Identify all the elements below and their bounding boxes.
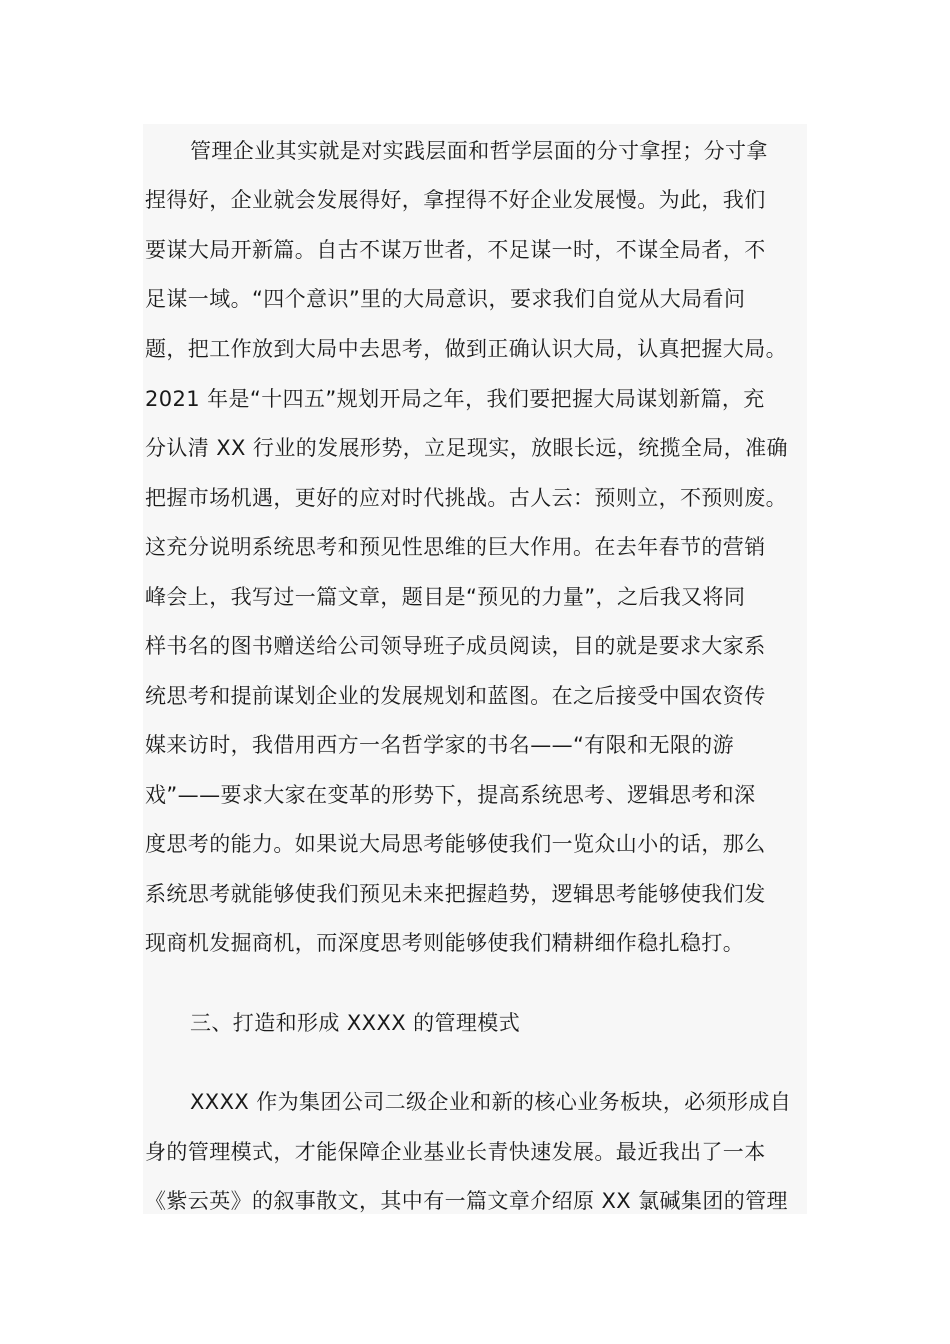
text-line: 度思考的能力。如果说大局思考能够使我们一览众山小的话，那么 xyxy=(145,832,766,856)
text-line: 系统思考就能够使我们预见未来把握趋势，逻辑思考能够使我们发 xyxy=(145,882,766,906)
text-line: 样书名的图书赠送给公司领导班子成员阅读，目的就是要求大家系 xyxy=(145,634,766,658)
text-line: 题，把工作放到大局中去思考，做到正确认识大局，认真把握大局。 xyxy=(145,337,787,361)
text-line: 戏”——要求大家在变革的形势下，提高系统思考、逻辑思考和深 xyxy=(145,783,756,807)
text-line: 足谋一域。“四个意识”里的大局意识，要求我们自觉从大局看问 xyxy=(145,287,746,311)
text-line: 现商机发掘商机，而深度思考则能够使我们精耕细作稳扎稳打。 xyxy=(145,931,745,955)
text-line: 管理企业其实就是对实践层面和哲学层面的分寸拿捏；分寸拿 xyxy=(190,139,768,163)
text-line: 捏得好，企业就会发展得好，拿捏得不好企业发展慢。为此，我们 xyxy=(145,188,766,212)
text-line: 峰会上，我写过一篇文章，题目是“预见的力量”，之后我又将同 xyxy=(145,585,746,609)
text-line: XXXX 作为集团公司二级企业和新的核心业务板块，必须形成自 xyxy=(190,1090,792,1114)
text-line: 身的管理模式，才能保障企业基业长青快速发展。最近我出了一本 xyxy=(145,1140,766,1164)
text-line: 分认清 XX 行业的发展形势，立足现实，放眼长远，统揽全局，准确 xyxy=(145,436,788,460)
text-line: 这充分说明系统思考和预见性思维的巨大作用。在去年春节的营销 xyxy=(145,535,766,559)
text-line: 要谋大局开新篇。自古不谋万世者，不足谋一时，不谋全局者，不 xyxy=(145,238,766,262)
text-line: 《紫云英》的叙事散文，其中有一篇文章介绍原 XX 氯碱集团的管理 xyxy=(145,1189,788,1213)
section-heading: 三、打造和形成 XXXX 的管理模式 xyxy=(190,1011,521,1035)
text-line: 把握市场机遇，更好的应对时代挑战。古人云：预则立，不预则废。 xyxy=(145,486,787,510)
text-line: 统思考和提前谋划企业的发展规划和蓝图。在之后接受中国农资传 xyxy=(145,684,766,708)
text-line: 媒来访时，我借用西方一名哲学家的书名——“有限和无限的游 xyxy=(145,733,735,757)
text-line: 2021 年是“十四五”规划开局之年，我们要把握大局谋划新篇，充 xyxy=(145,387,765,411)
